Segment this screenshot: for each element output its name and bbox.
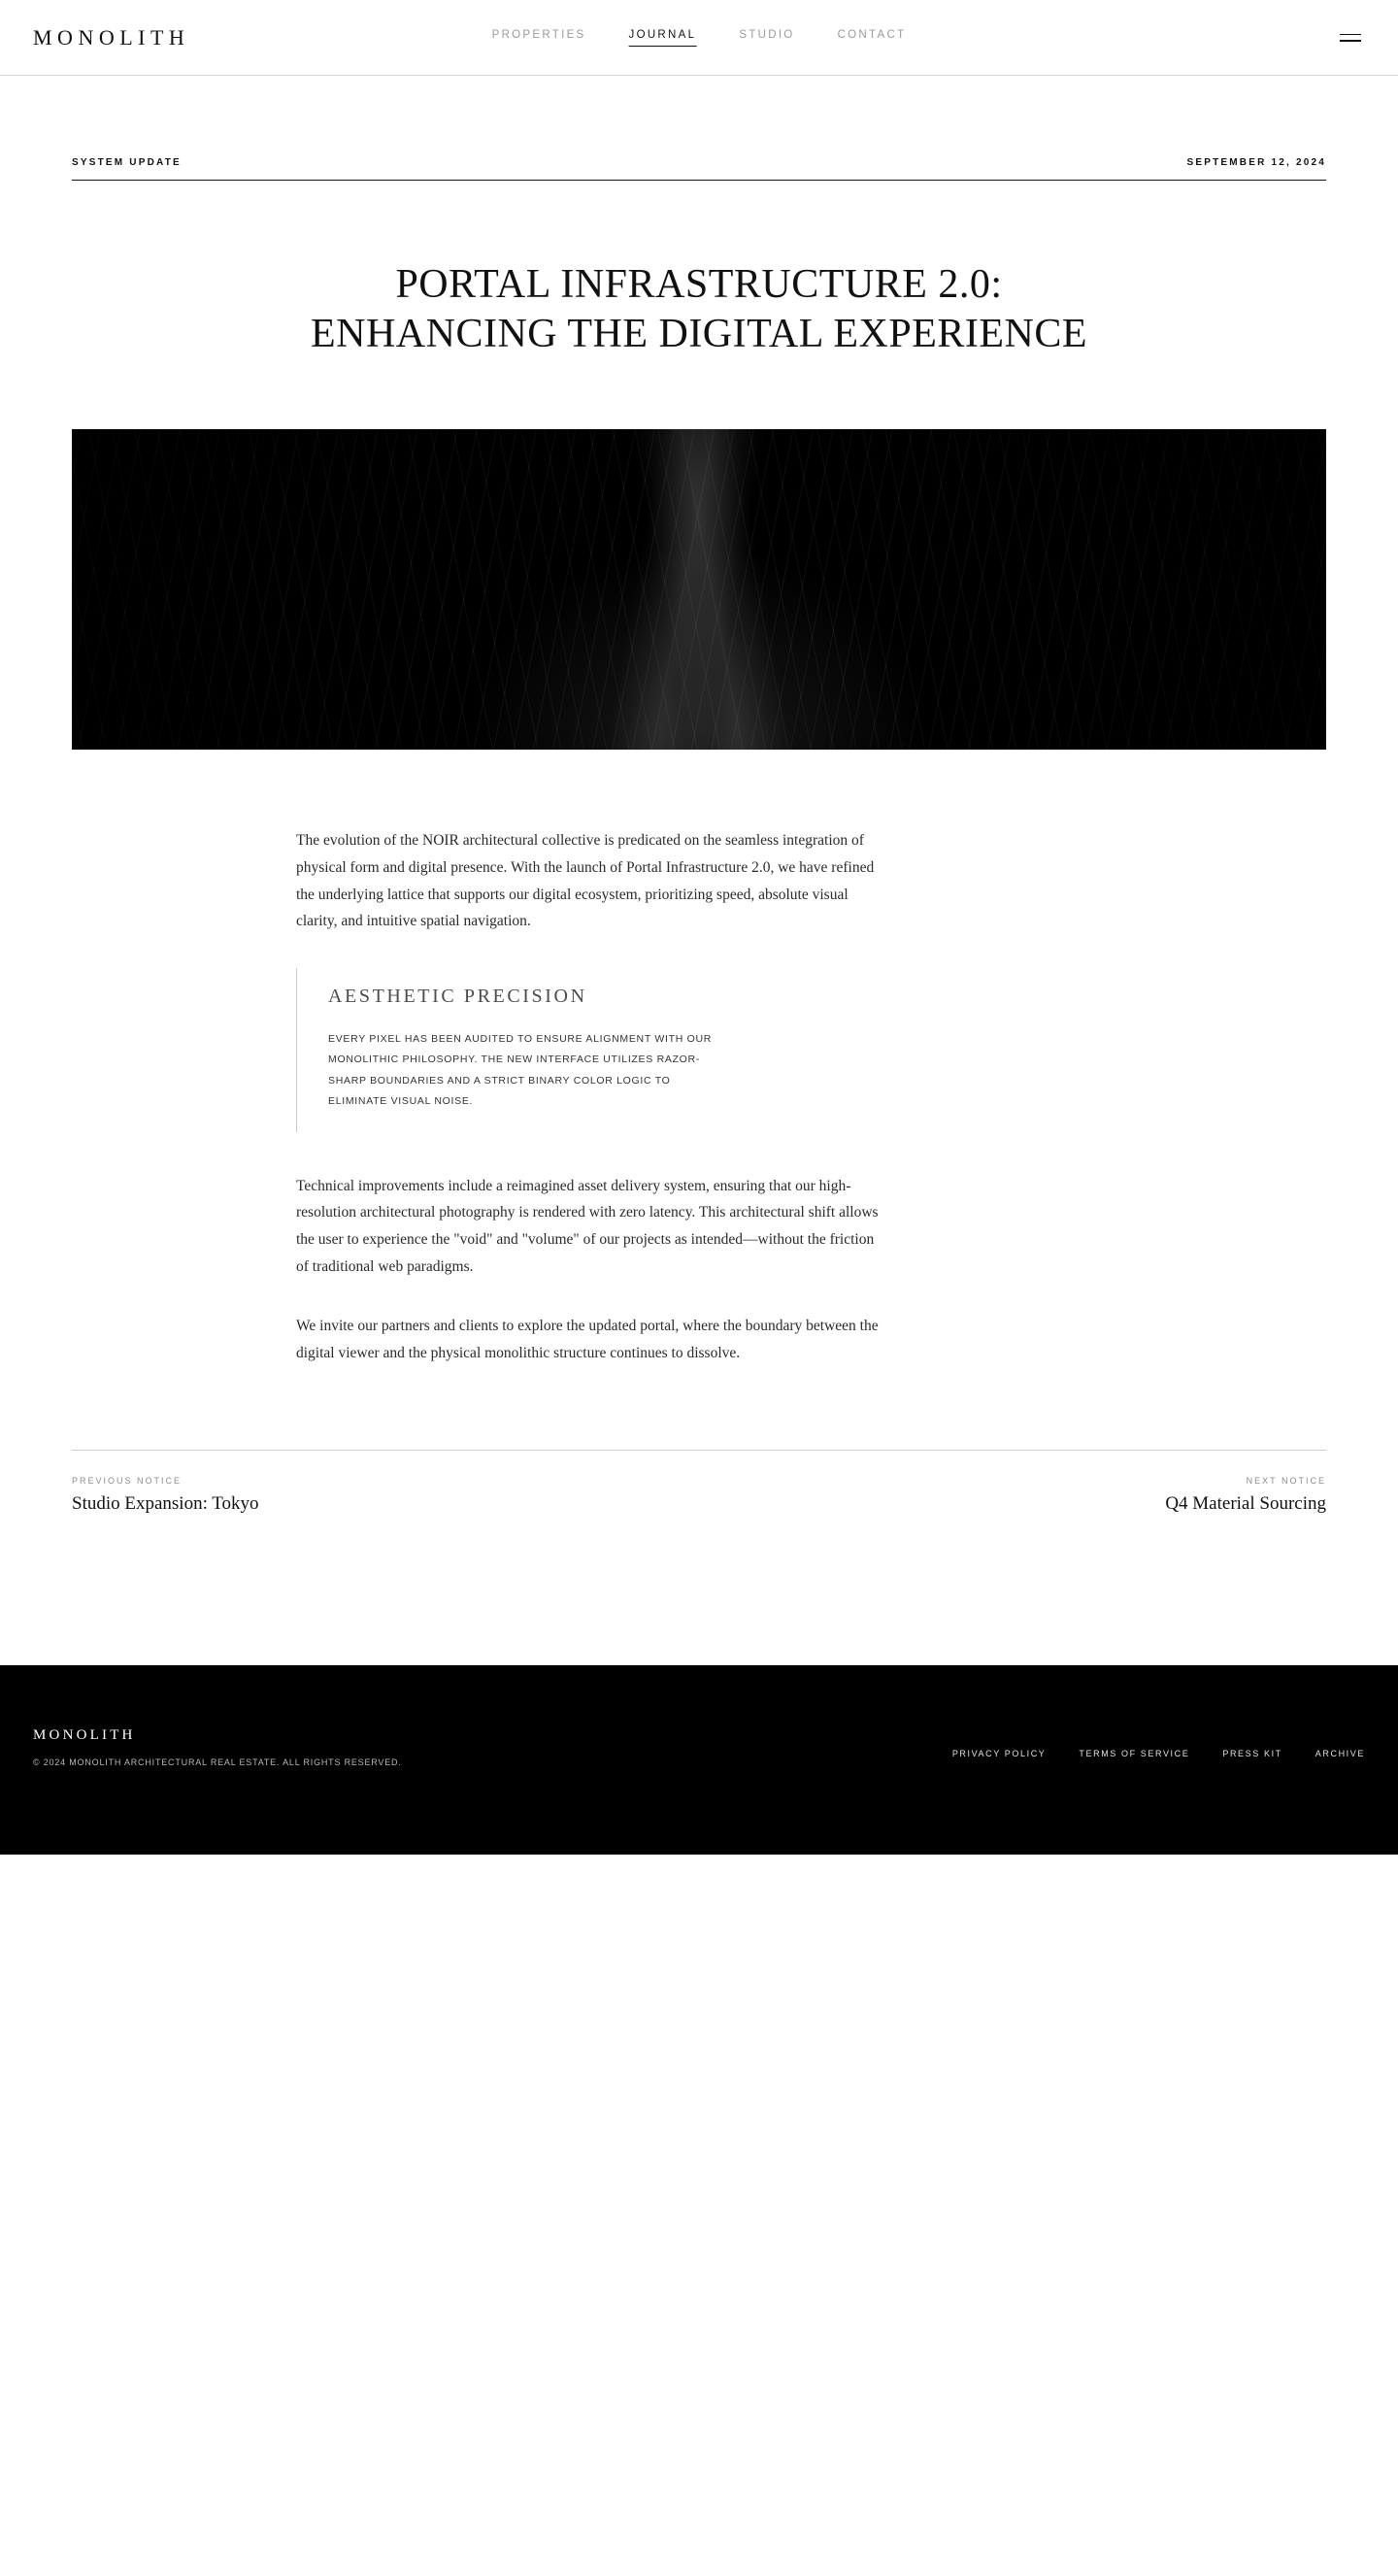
article-paragraph-1: The evolution of the NOIR architectural collective is predicated on the seamless integration of physical form and digital presence. With the launch of Portal Infrastructure 2.0, we have refined the underlying lattice that supports our digital ecosystem, prioritizing speed, absolute visual clarity, and intuitive spatial navigation. [296, 832, 875, 930]
pullquote [296, 968, 917, 1132]
article-meta [72, 157, 1326, 181]
footer-identity [33, 1727, 402, 1767]
article-category: SYSTEM UPDATE [72, 157, 182, 168]
pagination-next[interactable] [1165, 1476, 1326, 1515]
page-title: PORTAL INFRASTRUCTURE 2.0: ENHANCING THE DIGITAL EXPERIENCE [310, 262, 1088, 357]
hamburger-icon[interactable] [1340, 28, 1365, 48]
footer-link-archive[interactable]: ARCHIVE [1315, 1749, 1365, 1759]
pagination-previous[interactable] [72, 1476, 259, 1515]
site-footer [0, 1665, 1398, 1855]
pagination-next-title[interactable]: Q4 Material Sourcing [1165, 1493, 1326, 1515]
brand-logo[interactable]: MONOLITH [33, 24, 190, 50]
footer-link-terms-of-service[interactable]: TERMS OF SERVICE [1079, 1749, 1190, 1759]
article-body [296, 827, 956, 1366]
footer-link-press-kit[interactable]: PRESS KIT [1222, 1749, 1282, 1759]
nav-item-journal[interactable]: JOURNAL [629, 29, 697, 47]
main-nav [492, 29, 907, 47]
pagination-next-label: NEXT NOTICE [1246, 1476, 1326, 1487]
footer-links [952, 1727, 1365, 1758]
nav-item-contact[interactable]: CONTACT [837, 29, 907, 41]
nav-item-studio[interactable]: STUDIO [739, 29, 795, 41]
nav-item-properties[interactable]: PROPERTIES [491, 29, 586, 41]
footer-copyright: © 2024 MONOLITH ARCHITECTURAL REAL ESTATE. ALL RIGHTS RESERVED. [33, 1757, 402, 1768]
pagination-previous-title[interactable]: Studio Expansion: Tokyo [72, 1493, 259, 1515]
article-paragraph-3: We invite our partners and clients to explore the updated portal, where the boundary between the digital viewer and the physical monolithic structure continues to dissolve. [296, 1318, 879, 1361]
hero-image [72, 429, 1326, 750]
footer-brand: MONOLITH [33, 1727, 136, 1744]
article-date: SEPTEMBER 12, 2024 [1186, 157, 1326, 168]
footer-link-privacy-policy[interactable]: PRIVACY POLICY [951, 1749, 1047, 1759]
article-paragraph-2: Technical improvements include a reimagined asset delivery system, ensuring that our high-resolution architectural photography is rendered with zero latency. This architectural shift allows the user to experience the "void" and "volume" of our projects as intended—without the friction of traditional web paradigms. [296, 1177, 879, 1275]
pullquote-title: AESTHETIC PRECISION [328, 985, 587, 1007]
article-pagination [72, 1451, 1326, 1515]
hamburger-bar [1340, 40, 1361, 42]
pagination-previous-label: PREVIOUS NOTICE [72, 1476, 183, 1487]
article-main [0, 157, 1398, 1515]
hamburger-bar [1340, 34, 1361, 36]
site-header [0, 0, 1398, 76]
pullquote-text: EVERY PIXEL HAS BEEN AUDITED TO ENSURE ALIGNMENT WITH OUR MONOLITHIC PHILOSOPHY. THE NEW INTERFACE UTILIZES RAZOR-SHARP BOUNDARIES AND A STRICT BINARY COLOR LOGIC TO ELIMINATE VISUAL NOISE. [328, 1032, 713, 1108]
hero-vignette-layer [72, 429, 1326, 750]
